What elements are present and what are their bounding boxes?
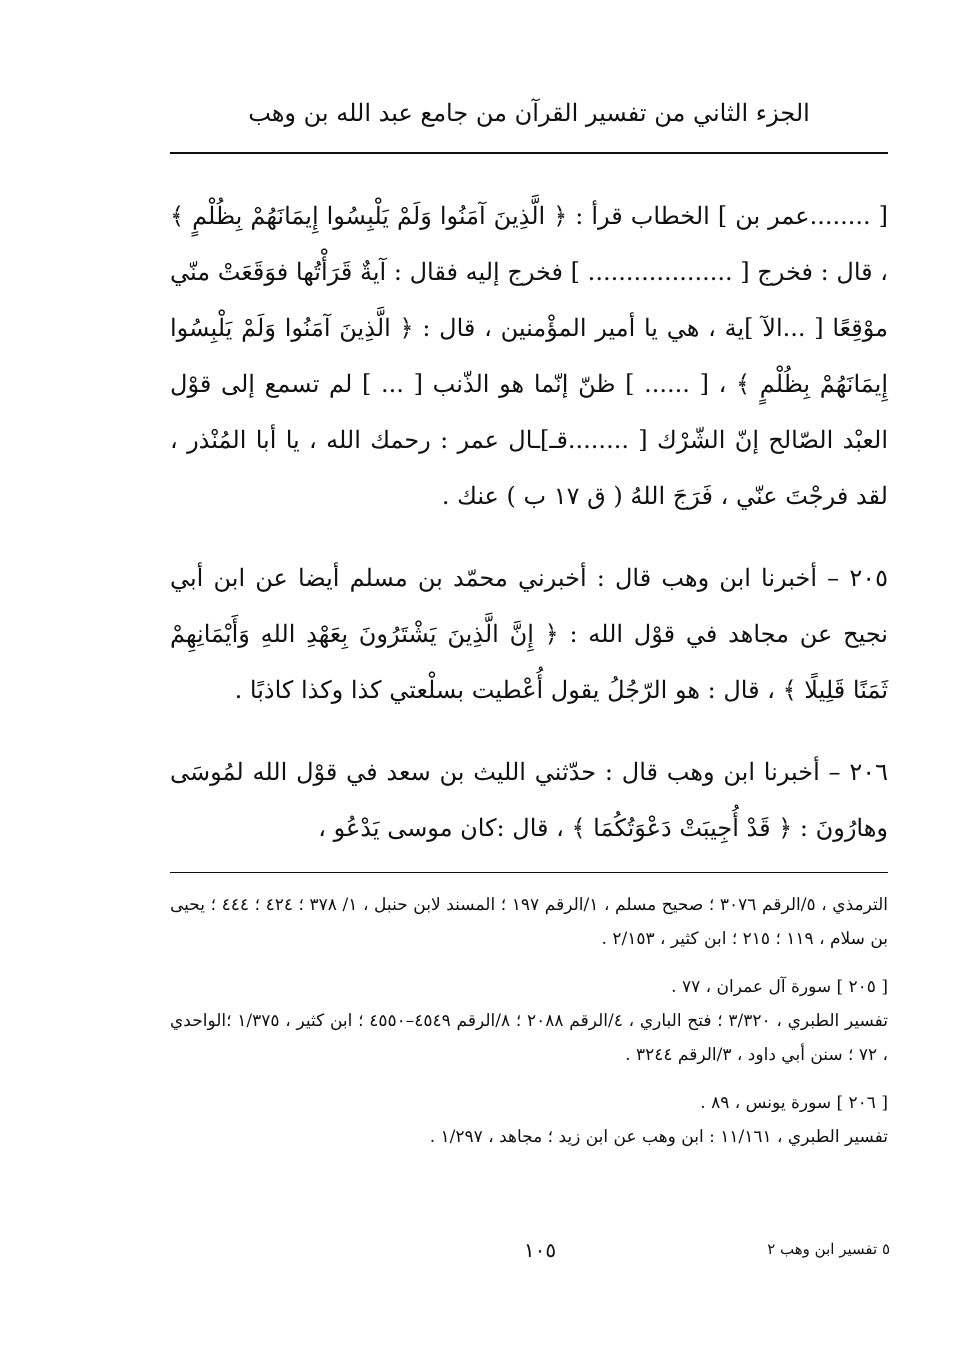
page-number: ١٠٥ xyxy=(523,1238,557,1262)
header-divider xyxy=(170,152,888,154)
footnote-references-intro: الترمذي ، ٥/الرقم ٣٠٧٦ ؛ صحيح مسلم ، ١/الرقم ١٩٧ ؛ المسند لابن حنبل ، ١/ ٣٧٨ ؛ ٤٢٤ ؛ ٤٤٤ ؛ يحيى بن سلام ، ١١٩ ؛ ٢١٥ ؛ ابن كثير ، ٢/١٥٣ . xyxy=(170,895,889,949)
footnote-206-verse: [ ٢٠٦ ] سورة يونس ، ٨٩ . xyxy=(700,1093,888,1113)
paragraph-206: ٢٠٦ – أخبرنا ابن وهب قال : حدّثني الليث بن سعد في قوْل الله لمُوسَى وهارُونَ : ﴿ قَدْ أُجِيبَتْ دَعْوَتُكُمَا ﴾ ، قال :كان موسى يَدْعُو ، xyxy=(170,758,888,842)
paragraph-intro: [ ........عمر بن ] الخطاب قرأ : ﴿ الَّذِينَ آمَنُوا وَلَمْ يَلْبِسُوا إِيمَانَهُمْ بِظُلْمٍ ﴾ ، قال : فخرج [ ................... ] فخرج إليه فقال : آيةٌ قَرَأْتُها فوَقَعَتْ منّي موْقِعًا [ ...الآ ]ية ، هي يا أمير المؤْمنين ، قال : ﴿ الَّذِينَ آمَنُوا وَلَمْ يَلْبِسُوا إِيمَانَهُمْ بِظُلْمٍ ﴾ ، [ ...... ] ظنّ إنّما هو الذّنب [ ... ] لم تسمع إلى قوْل العبْد الصّالح إنّ الشّرْك [ ........قـ]ـال عمر : رحمك الله ، يا أبا المُنْذر ، لقد فرجْتَ عنّي ، فَرَجَ اللهُ ( ق ١٧ ب ) عنك . xyxy=(170,202,889,510)
printer-signature: ٥ تفسير ابن وهب ٢ xyxy=(767,1240,890,1258)
footnote-divider xyxy=(170,872,888,873)
paragraph-205: ٢٠٥ – أخبرنا ابن وهب قال : أخبرني محمّد بن مسلم أيضا عن ابن أبي نجيح عن مجاهد في قوْل الله : ﴿ إِنَّ الَّذِينَ يَشْتَرُونَ بِعَهْدِ اللهِ وَأَيْمَانِهِمْ ثَمَنًا قَلِيلًا ﴾ ، قال : هو الرّجُلُ يقول أُعْطيت بسلْعتي كذا وكذا كاذبًا . xyxy=(170,564,888,704)
running-header: الجزء الثاني من تفسير القرآن من جامع عبد الله بن وهب xyxy=(248,99,810,127)
footnote-205-references: تفسير الطبري ، ٣/٣٢٠ ؛ فتح الباري ، ٤/الرقم ٢٠٨٨ ؛ ٨/الرقم ٤٥٤٩–٤٥٥٠ ؛ ابن كثير ، ١/٣٧٥ ؛الواحدي ، ٧٢ ؛ سنن أبي داود ، ٣/الرقم ٣٢٤٤ . xyxy=(170,1011,889,1065)
footnotes xyxy=(170,888,888,1154)
footnote-205-verse: [ ٢٠٥ ] سورة آل عمران ، ٧٧ . xyxy=(671,977,888,997)
footnote-206-references: تفسير الطبري ، ١١/١٦١ : ابن وهب عن ابن زيد ؛ مجاهد ، ١/٢٩٧ . xyxy=(429,1127,888,1147)
main-text xyxy=(170,188,888,856)
